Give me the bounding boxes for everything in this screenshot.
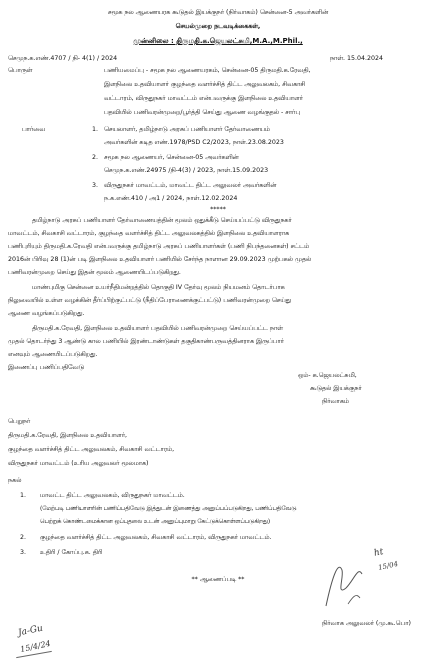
reference-number: செமுந.க.எண்.4707 / நி- 4(1) / 2024 (8, 55, 118, 62)
body-line: மாண்புமிகு சென்னை உயர்நீதிமன்றத்தில் தொகுதி IV தேர்வு மூலம் நியமனம் தொடர்பாக (32, 284, 285, 291)
reference-item-line: செமுந.க.எண்.24975 /நி-4(3) / 2023, நாள்.15.09.2023 (104, 167, 269, 174)
signatory-department: நிர்வாகம் (322, 398, 349, 405)
handwritten-date: 15/04 (377, 559, 399, 573)
subject-line: பணியமைப்பு - சமூக நல ஆணையரகம், சென்னை-05 திருமதி.க.ரேவதி, (104, 67, 311, 74)
body-line: எனவும் ஆணையிடப்படுகிறது. (8, 351, 98, 358)
subject-line: வட்டாரம், விருதுநகர் மாவட்டம் என்பவருக்கு இளநிலை உதவியாளர் (104, 95, 303, 102)
copy-item-number: 2. (20, 534, 27, 541)
signatory-title: கூடுதல் இயக்குநர் (310, 385, 362, 392)
header-presiding: முன்னிலை : திருமதி.க.ஜெயலட்சுமி,M.A.,M.Phil., (133, 37, 303, 45)
copy-label: நகல் (8, 477, 22, 484)
header-line-1: சமூக நல ஆணையரக கூடுதல் இயக்குநர் (நிர்வாகம்) சென்னை-5 அவர்களின் (107, 9, 329, 16)
body-line: நிலுவையில் உள்ள வழக்கின் தீர்ப்பிற்குட்பட்டு (நீதிப்பேராணைக்குட்பட்டு) பணிவரன்முறை செய்து (8, 297, 292, 304)
copy-item-line: (மேற்படி பணியாளரின் பணிப்பதிவேடு இத்துடன் இணைத்து அனுப்பப்படுகிறது, பணிப்பதிவேடு (40, 506, 297, 512)
copy-item-line: உதிரி / கோப்பு.க. திரி (40, 549, 103, 556)
reference-item-number: 2. (92, 154, 99, 161)
copy-item-line: குழந்தை வளர்ச்சித் திட்ட அலுவலகம், சிவகாசி வட்டாரம், விருதுநகர் மாவட்டம். (40, 534, 272, 541)
reference-item-line: செயலாளர், தமிழ்நாடு அரசுப் பணியாளர் தேர்வாணையம் (104, 126, 270, 133)
handwritten-initials: ht (373, 547, 385, 559)
body-line: பணிவரன்முறை செய்து இதன் மூலம் ஆணையிடப்படுகிறது. (8, 269, 181, 276)
recipient-line: குழந்தை வளர்ச்சித் திட்ட அலுவலகம், சிவகாசி வட்டாரம், (8, 446, 175, 453)
officer-designation: நிர்வாக அலுவலர் (மு.கூ.பொ) (322, 620, 411, 627)
header-line-2: செயல்முறை நடவடிக்கைகள், (175, 23, 261, 30)
body-line: 2016ன் பிரிவு 28 (1)ன் படி இளநிலை உதவியாளர் பணியில் சேர்ந்த நாளான 29.09.2023 முற்பகல் முதல் (8, 256, 312, 263)
subject-label: பொருள் (8, 67, 33, 74)
handwritten-initials: Ja-Gu (17, 623, 44, 639)
references-label: பார்வை (22, 126, 46, 133)
body-line: மாவட்டம், சிவகாசி வட்டாரம், குழந்தை வளர்ச்சித் திட்ட அலுவலகத்தில் இளநிலை உதவியாளராக (8, 230, 290, 237)
body-line: பணிபுரியும் திருமதி.க.ரேவதி என்பவருக்கு தமிழ்நாடு அரசுப் பணியாளர்கள் (பணி நிபந்தனைகள்) சட்டம் (8, 243, 310, 250)
reference-date: நாள். 15.04.2024 (330, 55, 384, 62)
reference-item-line: ந.க.எண்.410 / அ1 / 2024, நாள்.12.02.2024 (104, 195, 238, 202)
copy-item-number: 3. (20, 549, 27, 556)
recipient-line: திருமதி.க.ரேவதி, இளநிலை உதவியாளர், (8, 432, 128, 439)
signatory-name: ஒம்- க.ஜெயலட்சுமி, (298, 372, 357, 379)
reference-item-number: 3. (92, 182, 99, 189)
handwritten-date: 15/4/24 (19, 638, 52, 655)
reference-item-line: அவர்களின் கடித எண்.1978/PSD C2/2023, நாள்.23.08.2023 (104, 139, 284, 146)
reference-item-line: விருதுநகர் மாவட்டம், மாவட்ட திட்ட அலுவலர் அவர்களின் (104, 182, 277, 189)
copy-item-line: பெற்றுக் கொண்டமைக்கான ஒப்புதலை உடன் அனுப்புமாறு கேட்டுக்கொள்ளப்படுகிறது) (40, 519, 271, 525)
body-line: திருமதி.க.ரேவதி, இளநிலை உதவியாளர் பதவியில் பணிவரன்முறை செய்யப்பட்ட நாள் (32, 325, 283, 332)
section-divider: ***** (210, 206, 226, 213)
copy-item-number: 1. (20, 492, 27, 499)
reference-item-number: 1. (92, 126, 99, 133)
order-mark: ** ஆணைப்படி ** (191, 576, 245, 583)
body-line: தமிழ்நாடு அரசுப் பணியாளர் தேர்வாணையத்தின் மூலம் ஒதுக்கீடு செய்யப்பட்டு விருதுநகர் (32, 217, 292, 224)
enclosure-note: இணைப்பு பணிப்பதிவேடு (8, 364, 85, 371)
body-line: ஆணை வழங்கப்படுகிறது. (8, 310, 85, 317)
body-line: முதல் தொடர்ந்து 3 ஆண்டு கால பணியில் இரண்டாண்டுகள் தகுதிகாண்பருவத்தினராக இருப்பார் (8, 338, 284, 345)
subject-line: இளநிலை உதவியாளர் குழந்தை வளர்ச்சித் திட்ட அலுவலகம், சிவகாசி (104, 81, 306, 88)
reference-item-line: சமூக நல ஆணையர், சென்னை-05 அவர்களின் (104, 154, 239, 161)
recipient-line: விருதுநகர் மாவட்டம் (உரிய அலுவலர் மூலமாக) (8, 460, 149, 467)
recipient-label: பெறுநர் (8, 418, 31, 425)
copy-item-line: மாவட்ட திட்ட அலுவலகம், விருதுநகர் மாவட்டம். (40, 492, 185, 499)
handwritten-signature-icon (318, 548, 408, 618)
subject-line: பதவியில் பணிவரன்முறை/பூர்த்தி செய்து ஆணை வழங்குதல் - சார்பு (104, 109, 301, 116)
